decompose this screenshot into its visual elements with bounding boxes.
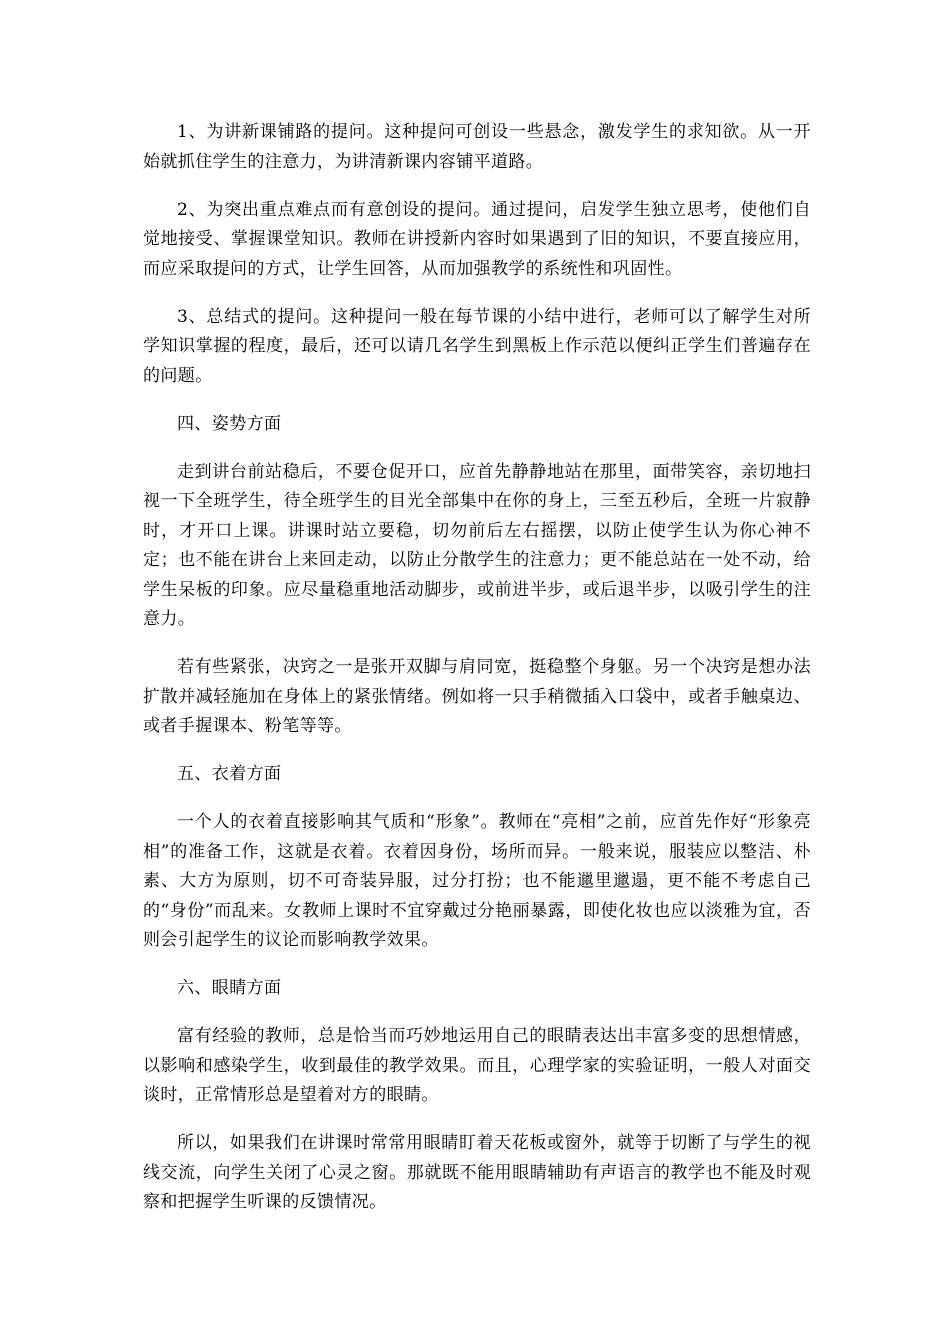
paragraph-question-key-points: 2、为突出重点难点而有意创设的提问。通过提问，启发学生独立思考，使他们自觉地接受、掌握课堂知识。教师在讲授新内容时如果遇到了旧的知识，不要直接应用，而应采取提问的方式，让学生回答，从而加强教学的系统性和巩固性。 xyxy=(143,199,811,279)
section-heading-posture: 四、姿势方面 xyxy=(177,413,282,434)
document-page xyxy=(143,118,811,1236)
section-heading-eyes: 六、眼睛方面 xyxy=(177,978,282,998)
paragraph-posture-nervousness: 若有些紧张，决窍之一是张开双脚与肩同宽，挺稳整个身躯。另一个决窍是想办法扩散并减轻施加在身体上的紧张情绪。例如将一只手稍微插入口袋中，或者手触桌边、或者手握课本、粉笔等等。 xyxy=(143,657,811,736)
paragraph-eyes-expression: 富有经验的教师，总是恰当而巧妙地运用自己的眼睛表达出丰富多变的思想情感，以影响和感染学生，收到最佳的教学效果。而且，心理学家的实验证明，一般人对面交谈时，正常情形总是望着对方的眼睛。 xyxy=(143,1026,811,1105)
paragraph-question-lead-in: 1、为讲新课铺路的提问。这种提问可创设一些悬念，激发学生的求知欲。从一开始就抓住学生的注意力，为讲清新课内容铺平道路。 xyxy=(143,122,811,172)
paragraph-question-summary: 3、总结式的提问。这种提问一般在每节课的小结中进行，老师可以了解学生对所学知识掌握的程度，最后，还可以请几名学生到黑板上作示范以便纠正学生们普遍存在的问题。 xyxy=(143,306,811,386)
paragraph-eyes-contact: 所以，如果我们在讲课时常常用眼睛盯着天花板或窗外，就等于切断了与学生的视线交流，向学生关闭了心灵之窗。那就既不能用眼睛辅助有声语言的教学也不能及时观察和把握学生听课的反馈情况。 xyxy=(143,1133,811,1212)
section-heading-clothing: 五、衣着方面 xyxy=(177,764,282,784)
paragraph-clothing: 一个人的衣着直接影响其气质和“形象”。教师在“亮相”之前，应首先作好“形象亮相”的准备工作，这就是衣着。衣着因身份，场所而异。一般来说，服装应以整洁、朴素、大方为原则，切不可奇装异服，过分打扮；也不能邋里邋遢，更不能不考虑自己的“身份”而乱来。女教师上课时不宜穿戴过分艳丽暴露，即使化妆也应以淡雅为宜，否则会引起学生的议论而影响教学效果。 xyxy=(143,812,811,950)
paragraph-posture-standing: 走到讲台前站稳后，不要仓促开口，应首先静静地站在那里，面带笑容，亲切地扫视一下全班学生，待全班学生的目光全部集中在你的身上，三至五秒后，全班一片寂静时，才开口上课。讲课时站立要稳，切勿前后左右摇摆，以防止使学生认为你心神不定；也不能在讲台上来回走动，以防止分散学生的注意力；更不能总站在一处不动，给学生呆板的印象。应尽量稳重地活动脚步，或前进半步，或后退半步，以吸引学生的注意力。 xyxy=(143,461,811,629)
